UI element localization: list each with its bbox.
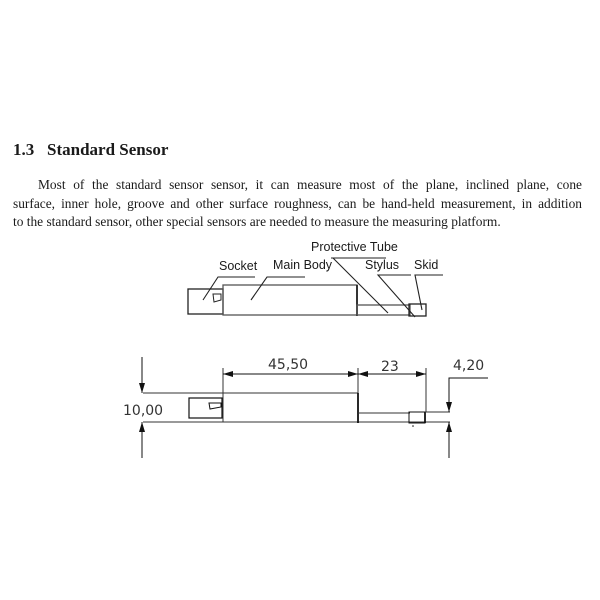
section-title: Standard Sensor xyxy=(47,140,169,159)
main-body-part xyxy=(223,285,357,315)
paragraph-line: Most of the standard sensor sensor, it can measure most of the plane, inclined plane, cone xyxy=(38,177,582,192)
paragraph-line: surface, inner hole, groove and other surface roughness, can be hand-held measurement, in addition xyxy=(13,195,582,211)
socket-leader xyxy=(203,277,255,300)
protective-tube-part xyxy=(357,305,410,315)
socket-notch xyxy=(209,403,221,409)
label-stylus: Stylus xyxy=(365,258,400,272)
dimension-body-height: 10,00 xyxy=(123,403,164,419)
skid-part xyxy=(409,304,426,316)
dimension-sensor-diagram xyxy=(142,357,488,458)
section-number: 1.3 xyxy=(13,140,35,159)
label-socket: Socket xyxy=(219,259,258,273)
main-body-leader xyxy=(251,277,305,300)
skid-leader xyxy=(415,275,443,310)
stylus-leader xyxy=(378,275,415,317)
label-main-body: Main Body xyxy=(273,258,333,272)
stylus-tip xyxy=(412,425,414,427)
dimension-tube-length: 23 xyxy=(381,359,399,375)
dimension-body-length: 45,50 xyxy=(268,357,309,373)
label-protective-tube: Protective Tube xyxy=(311,240,398,254)
socket-part xyxy=(188,289,223,314)
dimension-skid-height: 4,20 xyxy=(453,358,485,374)
dimension-leader-skid-height xyxy=(449,378,488,412)
skid-outline xyxy=(409,412,425,423)
label-skid: Skid xyxy=(414,258,439,272)
socket-notch xyxy=(213,294,221,302)
paragraph-line: to the standard sensor, other special sensors are needed to measure the measuring platform. xyxy=(13,214,501,229)
